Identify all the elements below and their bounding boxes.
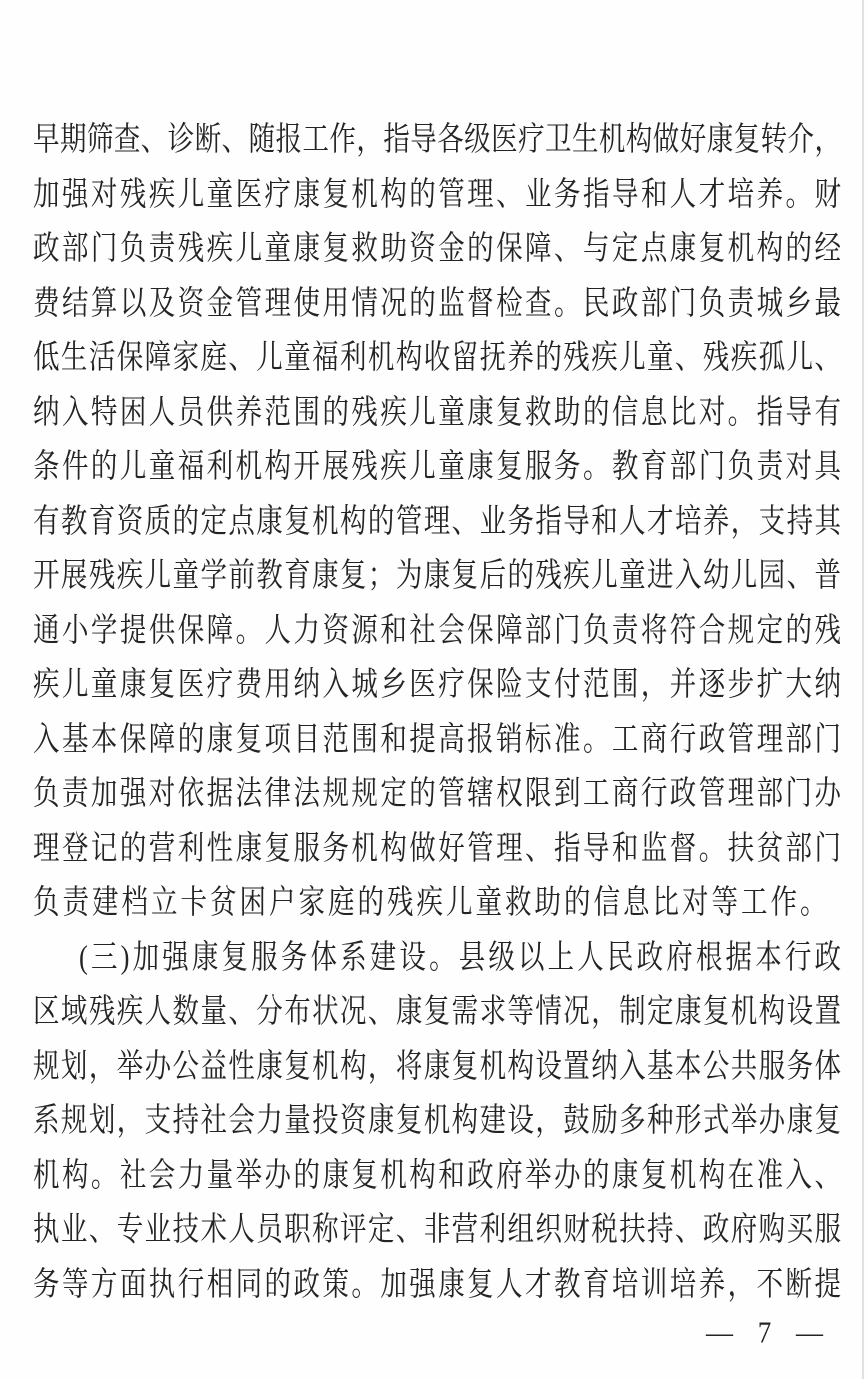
text-line: 开展残疾儿童学前教育康复；为康复后的残疾儿童进入幼儿园、普 <box>33 556 841 594</box>
scan-edge-line <box>862 0 864 1379</box>
text-line: 规划，举办公益性康复机构，将康复机构设置纳入基本公共服务体 <box>33 1046 841 1085</box>
page-number: — 7 — <box>706 1314 832 1350</box>
text-line: 低生活保障家庭、儿童福利机构收留抚养的残疾儿童、残疾孤儿、 <box>33 338 841 376</box>
text-line: 疾儿童康复医疗费用纳入城乡医疗保险支付范围，并逐步扩大纳 <box>33 665 841 703</box>
text-line: 早期筛查、诊断、随报工作，指导各级医疗卫生机构做好康复转介， <box>33 120 841 158</box>
text-line: 入基本保障的康复项目范围和提高报销标准。工商行政管理部门 <box>33 719 841 758</box>
text-line: 条件的儿童福利机构开展残疾儿童康复服务。教育部门负责对具 <box>33 447 841 485</box>
text-line: 区域残疾人数量、分布状况、康复需求等情况，制定康复机构设置 <box>33 992 841 1030</box>
text-line: 负责加强对依据法律法规规定的管辖权限到工商行政管理部门办 <box>33 774 841 812</box>
text-line: 系规划，支持社会力量投资康复机构建设，鼓励多种形式举办康复 <box>33 1101 841 1139</box>
text-line: 政部门负责残疾儿童康复救助资金的保障、与定点康复机构的经 <box>33 229 841 267</box>
text-line-paragraph-start: (三)加强康复服务体系建设。县级以上人民政府根据本行政 <box>79 937 841 976</box>
text-line: 务等方面执行相同的政策。加强康复人才教育培训培养，不断提 <box>33 1264 841 1303</box>
document-text-block <box>33 112 841 1311</box>
text-line: 费结算以及资金管理使用情况的监督检查。民政部门负责城乡最 <box>33 283 841 322</box>
text-line: 理登记的营利性康复服务机构做好管理、指导和监督。扶贫部门 <box>33 828 841 867</box>
text-line-paragraph-end: 负责建档立卡贫困户家庭的残疾儿童救助的信息比对等工作。 <box>33 883 830 921</box>
text-line: 有教育资质的定点康复机构的管理、业务指导和人才培养，支持其 <box>33 501 841 540</box>
text-line: 纳入特困人员供养范围的残疾儿童康复救助的信息比对。指导有 <box>33 392 841 431</box>
text-line: 执业、专业技术人员职称评定、非营利组织财税扶持、政府购买服 <box>33 1210 841 1248</box>
text-line: 通小学提供保障。人力资源和社会保障部门负责将符合规定的残 <box>33 610 841 649</box>
text-line: 机构。社会力量举办的康复机构和政府举办的康复机构在准入、 <box>33 1155 841 1194</box>
text-line: 加强对残疾儿童医疗康复机构的管理、业务指导和人才培养。财 <box>33 174 841 213</box>
